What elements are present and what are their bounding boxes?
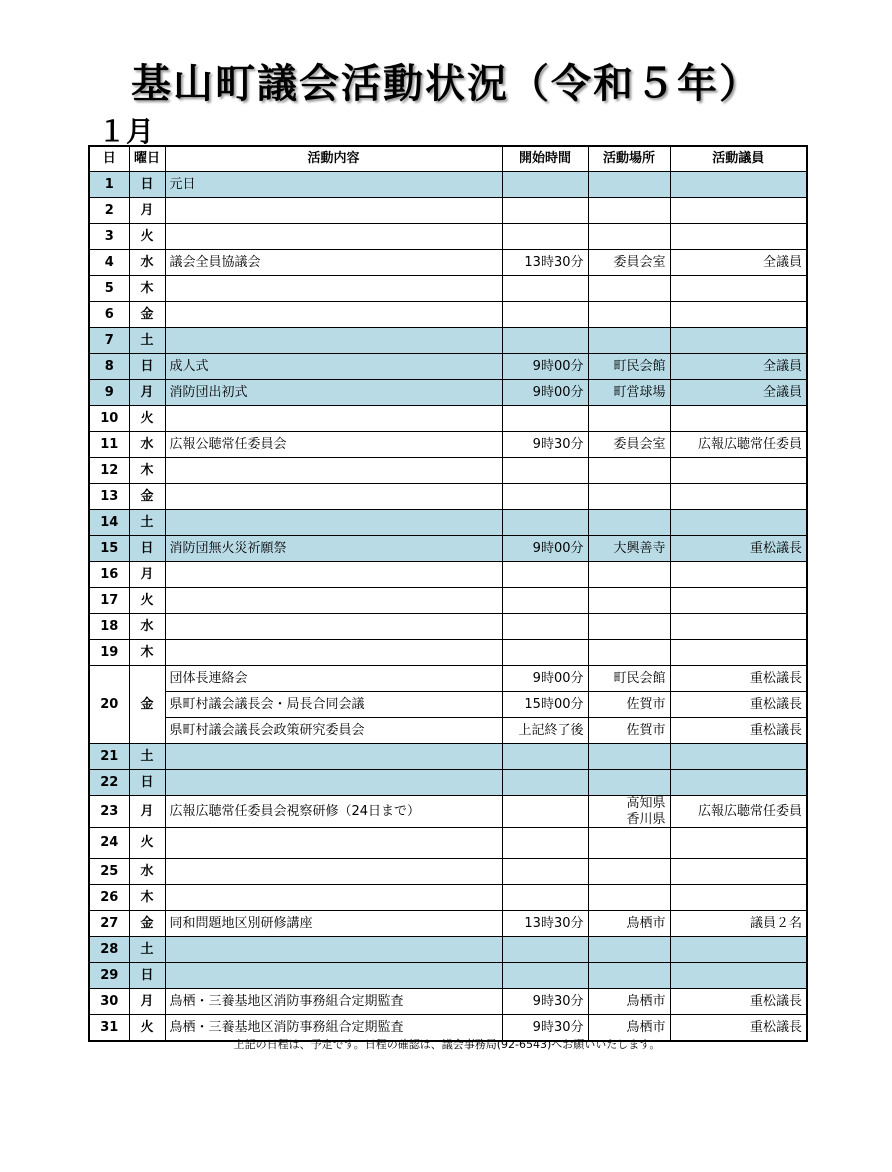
members-cell [670,828,807,859]
place-cell [588,744,670,770]
table-row [89,562,807,588]
members-cell [670,510,807,536]
weekday-cell: 土 [129,744,165,770]
table-row [89,963,807,989]
members-cell [670,406,807,432]
weekday-cell: 水 [129,250,165,276]
start-time-cell [502,859,588,885]
members-cell: 重松議長 [670,536,807,562]
members-cell: 議員２名 [670,911,807,937]
place-cell: 町営球場 [588,380,670,406]
activity-cell: 鳥栖・三養基地区消防事務組合定期監査 [165,1015,502,1042]
day-cell: 23 [89,796,129,828]
day-cell: 2 [89,198,129,224]
start-time-cell [502,937,588,963]
activity-cell [165,224,502,250]
table-row [89,484,807,510]
table-row [89,911,807,937]
weekday-cell: 金 [129,911,165,937]
header-activity: 活動内容 [165,146,502,172]
day-cell: 15 [89,536,129,562]
weekday-cell: 土 [129,328,165,354]
activity-cell [165,328,502,354]
day-cell: 30 [89,989,129,1015]
place-cell [588,172,670,198]
place-cell [588,328,670,354]
place-cell [588,198,670,224]
table-row [89,588,807,614]
weekday-cell: 金 [129,302,165,328]
weekday-cell: 火 [129,588,165,614]
place-cell: 大興善寺 [588,536,670,562]
members-cell: 重松議長 [670,1015,807,1042]
table-row [89,640,807,666]
start-time-cell [502,614,588,640]
day-cell: 25 [89,859,129,885]
day-cell: 5 [89,276,129,302]
activity-cell: 消防団無火災祈願祭 [165,536,502,562]
members-cell [670,276,807,302]
members-cell [670,484,807,510]
start-time-cell: 9時00分 [502,354,588,380]
day-cell: 16 [89,562,129,588]
place-cell: 鳥栖市 [588,989,670,1015]
activity-cell [165,744,502,770]
weekday-cell: 火 [129,224,165,250]
start-time-cell: 9時30分 [502,432,588,458]
place-cell [588,484,670,510]
day-cell: 9 [89,380,129,406]
weekday-cell: 木 [129,885,165,911]
day-cell: 6 [89,302,129,328]
members-cell [670,937,807,963]
start-time-cell: 13時30分 [502,250,588,276]
day-cell: 4 [89,250,129,276]
activity-cell [165,614,502,640]
activity-cell: 広報広聴常任委員会視察研修（24日まで） [165,796,502,828]
weekday-cell: 月 [129,380,165,406]
weekday-cell: 月 [129,989,165,1015]
members-cell [670,963,807,989]
members-cell [670,172,807,198]
start-time-cell [502,640,588,666]
members-cell: 重松議長 [670,989,807,1015]
activity-cell [165,562,502,588]
activity-cell [165,458,502,484]
day-cell: 1 [89,172,129,198]
header-members: 活動議員 [670,146,807,172]
start-time-cell [502,458,588,484]
start-time-cell [502,562,588,588]
weekday-cell: 水 [129,614,165,640]
start-time-cell: 15時00分 [502,692,588,718]
table-row [89,406,807,432]
activity-cell: 団体長連絡会 [165,666,502,692]
day-cell: 31 [89,1015,129,1042]
members-cell: 重松議長 [670,692,807,718]
table-row [89,937,807,963]
start-time-cell: 9時00分 [502,380,588,406]
activity-cell [165,198,502,224]
activity-cell: 消防団出初式 [165,380,502,406]
activity-cell [165,588,502,614]
day-cell: 28 [89,937,129,963]
day-cell: 19 [89,640,129,666]
table-row [89,276,807,302]
place-cell [588,276,670,302]
activity-cell [165,859,502,885]
place-cell [588,302,670,328]
day-cell: 18 [89,614,129,640]
start-time-cell [502,588,588,614]
members-cell [670,198,807,224]
members-cell [670,224,807,250]
activity-cell [165,937,502,963]
place-cell: 委員会室 [588,250,670,276]
month-heading: １月 [98,115,155,148]
table-row [89,770,807,796]
table-row [89,859,807,885]
table-row [89,885,807,911]
members-cell: 重松議長 [670,666,807,692]
members-cell [670,328,807,354]
start-time-cell [502,484,588,510]
members-cell [670,885,807,911]
table-row [89,250,807,276]
weekday-cell: 金 [129,666,165,744]
activity-cell [165,885,502,911]
activity-cell [165,484,502,510]
place-cell [588,859,670,885]
weekday-cell: 日 [129,172,165,198]
table-row [89,198,807,224]
members-cell [670,640,807,666]
start-time-cell: 9時00分 [502,536,588,562]
members-cell [670,458,807,484]
table-row [89,666,807,692]
place-cell [588,963,670,989]
weekday-cell: 月 [129,796,165,828]
table-row [89,380,807,406]
day-cell: 8 [89,354,129,380]
weekday-cell: 日 [129,354,165,380]
start-time-cell [502,406,588,432]
day-cell: 14 [89,510,129,536]
members-cell [670,859,807,885]
start-time-cell [502,744,588,770]
members-cell [670,562,807,588]
weekday-cell: 日 [129,963,165,989]
day-cell: 10 [89,406,129,432]
place-cell: 鳥栖市 [588,1015,670,1042]
weekday-cell: 木 [129,458,165,484]
place-cell [588,510,670,536]
start-time-cell [502,963,588,989]
header-start-time: 開始時間 [502,146,588,172]
start-time-cell [502,828,588,859]
activity-cell: 鳥栖・三養基地区消防事務組合定期監査 [165,989,502,1015]
activity-cell [165,770,502,796]
footer-note: 上記の日程は、予定です。日程の確認は、議会事務局(92-6543)へお願いいたします。 [233,1038,661,1051]
table-row [89,718,807,744]
activity-cell [165,640,502,666]
members-cell: 全議員 [670,354,807,380]
header-day: 日 [89,146,129,172]
day-cell: 7 [89,328,129,354]
weekday-cell: 火 [129,828,165,859]
table-row [89,172,807,198]
start-time-cell: 9時30分 [502,989,588,1015]
table-row [89,744,807,770]
activity-cell: 広報公聴常任委員会 [165,432,502,458]
place-cell [588,937,670,963]
place-cell: 町民会館 [588,354,670,380]
table-row [89,692,807,718]
activity-cell: 県町村議会議長会政策研究委員会 [165,718,502,744]
activity-cell: 同和問題地区別研修講座 [165,911,502,937]
schedule-table [88,145,808,1042]
members-cell [670,588,807,614]
activity-cell [165,302,502,328]
members-cell: 広報広聴常任委員 [670,796,807,828]
weekday-cell: 月 [129,562,165,588]
members-cell [670,744,807,770]
members-cell: 広報広聴常任委員 [670,432,807,458]
members-cell [670,614,807,640]
table-row [89,536,807,562]
place-cell: 高知県 香川県 [588,796,670,828]
table-row [89,614,807,640]
place-cell: 鳥栖市 [588,911,670,937]
weekday-cell: 月 [129,198,165,224]
members-cell [670,302,807,328]
place-cell: 佐賀市 [588,692,670,718]
activity-cell: 成人式 [165,354,502,380]
place-cell [588,770,670,796]
day-cell: 26 [89,885,129,911]
place-cell [588,614,670,640]
place-cell [588,458,670,484]
header-dow: 曜日 [129,146,165,172]
weekday-cell: 日 [129,770,165,796]
weekday-cell: 木 [129,640,165,666]
weekday-cell: 金 [129,484,165,510]
weekday-cell: 火 [129,1015,165,1042]
table-row [89,796,807,828]
table-row [89,224,807,250]
table-row [89,989,807,1015]
table-row [89,328,807,354]
start-time-cell: 上記終了後 [502,718,588,744]
place-cell [588,885,670,911]
day-cell: 27 [89,911,129,937]
place-cell [588,562,670,588]
start-time-cell [502,510,588,536]
activity-cell: 元日 [165,172,502,198]
day-cell: 20 [89,666,129,744]
weekday-cell: 水 [129,859,165,885]
start-time-cell [502,796,588,828]
place-cell [588,640,670,666]
day-cell: 12 [89,458,129,484]
members-cell: 重松議長 [670,718,807,744]
start-time-cell [502,770,588,796]
activity-cell: 議会全員協議会 [165,250,502,276]
start-time-cell [502,302,588,328]
weekday-cell: 水 [129,432,165,458]
start-time-cell [502,885,588,911]
start-time-cell [502,276,588,302]
start-time-cell: 9時00分 [502,666,588,692]
start-time-cell [502,198,588,224]
place-cell [588,224,670,250]
day-cell: 13 [89,484,129,510]
place-cell [588,588,670,614]
weekday-cell: 日 [129,536,165,562]
header-row [89,146,807,172]
start-time-cell [502,172,588,198]
activity-cell [165,963,502,989]
header-place: 活動場所 [588,146,670,172]
day-cell: 22 [89,770,129,796]
start-time-cell [502,328,588,354]
table-row [89,828,807,859]
activity-cell [165,276,502,302]
day-cell: 21 [89,744,129,770]
members-cell: 全議員 [670,380,807,406]
table-row [89,510,807,536]
day-cell: 3 [89,224,129,250]
weekday-cell: 木 [129,276,165,302]
start-time-cell: 13時30分 [502,911,588,937]
schedule-body [89,172,807,1042]
activity-cell [165,406,502,432]
place-cell: 委員会室 [588,432,670,458]
activity-cell [165,510,502,536]
activity-cell [165,828,502,859]
place-cell: 佐賀市 [588,718,670,744]
place-cell [588,406,670,432]
start-time-cell [502,224,588,250]
day-cell: 24 [89,828,129,859]
day-cell: 29 [89,963,129,989]
table-row [89,432,807,458]
weekday-cell: 土 [129,937,165,963]
table-row [89,458,807,484]
table-row [89,302,807,328]
weekday-cell: 火 [129,406,165,432]
weekday-cell: 土 [129,510,165,536]
page-title: 基山町議会活動状況（令和５年） [131,61,761,107]
place-cell [588,828,670,859]
table-row [89,354,807,380]
activity-cell: 県町村議会議長会・局長合同会議 [165,692,502,718]
members-cell [670,770,807,796]
members-cell: 全議員 [670,250,807,276]
day-cell: 17 [89,588,129,614]
start-time-cell: 9時30分 [502,1015,588,1042]
place-cell: 町民会館 [588,666,670,692]
day-cell: 11 [89,432,129,458]
